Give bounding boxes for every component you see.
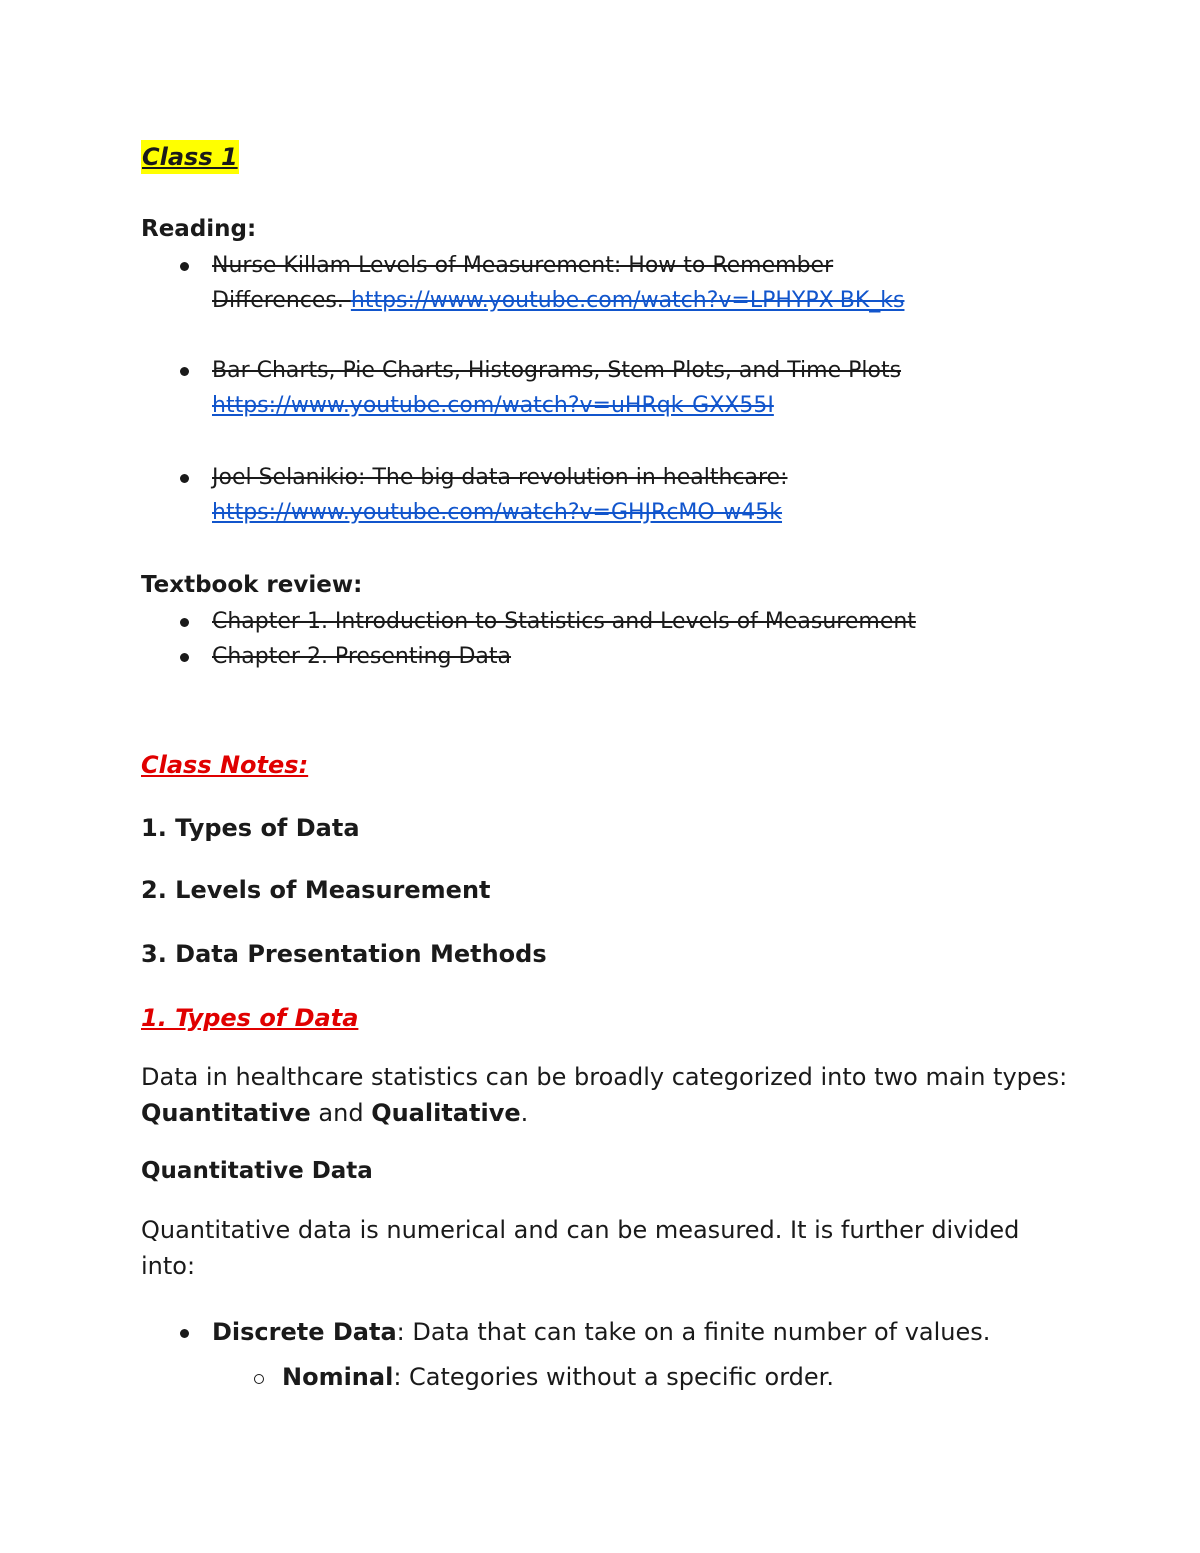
section-intro [141,1059,1071,1131]
reading-item-title: Nurse Killam Levels of Measurement: How to Remember [212,253,834,278]
textbook-item [141,639,1071,674]
discrete-label: Discrete Data [212,1318,397,1346]
outline-item-2: 2. Levels of Measurement [141,876,491,904]
discrete-sublist [141,1359,1071,1395]
textbook-heading: Textbook review: [141,572,363,598]
section-heading: 1. Types of Data [141,1004,359,1032]
outline-item-1: 1. Types of Data [141,814,360,842]
list-item [141,1359,1071,1395]
quantitative-list [141,1314,1071,1350]
reading-item-link[interactable]: https://www.youtube.com/watch?v=uHRqk-GXX55I [212,393,774,418]
class-title: Class 1 [141,140,239,174]
nominal-label: Nominal [282,1363,394,1391]
reading-item-link[interactable]: https://www.youtube.com/watch?v=LPHYPX-BK_ks [350,288,905,313]
list-item [141,1314,1071,1350]
reading-item [141,460,1071,530]
class-notes-heading: Class Notes: [141,751,309,779]
discrete-text: : Data that can take on a finite number of values. [396,1318,991,1346]
textbook-item [141,604,1071,639]
quantitative-text: Quantitative data is numerical and can be measured. It is further divided into: [141,1216,1020,1280]
textbook-item-text: Chapter 1. Introduction to Statistics and Levels of Measurement [212,609,916,634]
intro-quantitative: Quantitative [141,1099,311,1127]
intro-and: and [310,1099,372,1127]
reading-item-title: Joel Selanikio: The big data revolution in healthcare: [212,465,788,490]
intro-qualitative: Qualitative [371,1099,521,1127]
intro-text: Data in healthcare statistics can be broadly categorized into two main types: [141,1063,1068,1091]
quantitative-heading: Quantitative Data [141,1158,373,1184]
intro-end: . [520,1099,529,1127]
reading-item-title-cont: Differences. [212,288,351,313]
reading-list [141,248,1071,530]
outline-item-3: 3. Data Presentation Methods [141,940,547,968]
reading-item [141,353,1071,423]
reading-item-title: Bar Charts, Pie Charts, Histograms, Stem Plots, and Time Plots [212,358,902,383]
reading-item-link[interactable]: https://www.youtube.com/watch?v=GHJRcMO-w45k [212,500,783,525]
reading-heading: Reading: [141,216,257,242]
textbook-list [141,604,1071,674]
reading-item [141,248,1071,318]
nominal-text: : Categories without a specific order. [393,1363,834,1391]
textbook-item-text: Chapter 2. Presenting Data [212,644,512,669]
